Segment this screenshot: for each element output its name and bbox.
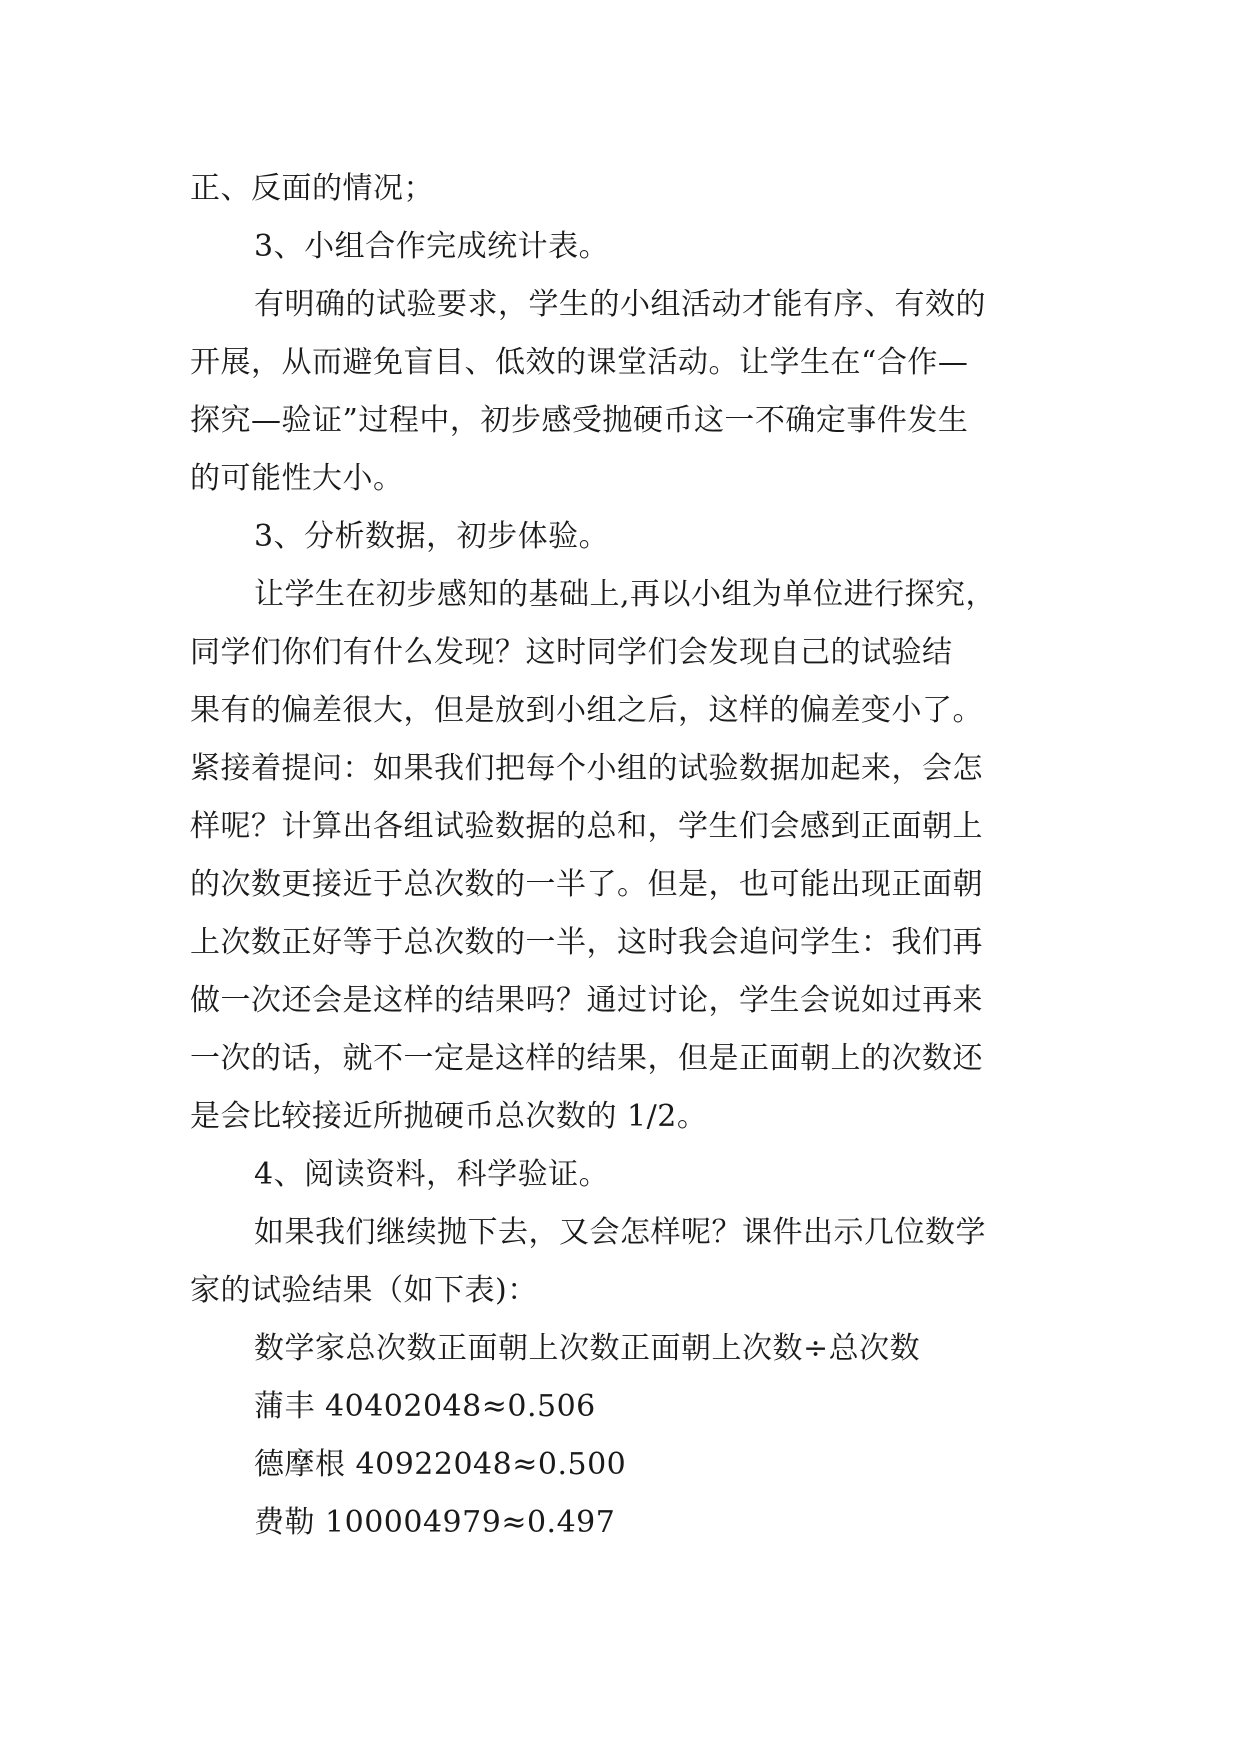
text-line: 德摩根 40922048≈0.500 bbox=[254, 1447, 627, 1482]
text-line: 让学生在初步感知的基础上,再以小组为单位进行探究， bbox=[254, 577, 997, 612]
text-line: 同学们你们有什么发现？这时同学们会发现自己的试验结 bbox=[190, 635, 953, 670]
text-line: 3、小组合作完成统计表。 bbox=[254, 229, 610, 264]
text-line: 开展，从而避免盲目、低效的课堂活动。让学生在“合作— bbox=[190, 345, 969, 380]
text-line: 费勒 100004979≈0.497 bbox=[254, 1505, 616, 1540]
text-line: 一次的话，就不一定是这样的结果，但是正面朝上的次数还 bbox=[190, 1041, 983, 1076]
text-line: 如果我们继续抛下去，又会怎样呢？课件出示几位数学 bbox=[254, 1215, 986, 1250]
text-line: 的可能性大小。 bbox=[190, 461, 404, 496]
text-line: 是会比较接近所抛硬币总次数的 1/2。 bbox=[190, 1099, 708, 1134]
text-line: 紧接着提问：如果我们把每个小组的试验数据加起来，会怎 bbox=[190, 751, 983, 786]
text-line: 探究—验证”过程中，初步感受抛硬币这一不确定事件发生 bbox=[190, 403, 969, 438]
text-line: 的次数更接近于总次数的一半了。但是，也可能出现正面朝 bbox=[190, 867, 983, 902]
text-line: 3、分析数据，初步体验。 bbox=[254, 519, 610, 554]
text-line: 样呢？计算出各组试验数据的总和，学生们会感到正面朝上 bbox=[190, 809, 983, 844]
document-body bbox=[190, 160, 1070, 1552]
text-line: 上次数正好等于总次数的一半，这时我会追问学生：我们再 bbox=[190, 925, 983, 960]
text-line: 数学家总次数正面朝上次数正面朝上次数÷总次数 bbox=[254, 1331, 921, 1366]
text-line: 蒲丰 40402048≈0.506 bbox=[254, 1389, 596, 1424]
text-line: 有明确的试验要求，学生的小组活动才能有序、有效的 bbox=[254, 287, 986, 322]
text-line: 4、阅读资料，科学验证。 bbox=[254, 1157, 610, 1192]
text-line: 正、反面的情况； bbox=[190, 171, 434, 206]
text-line: 做一次还会是这样的结果吗？通过讨论，学生会说如过再来 bbox=[190, 983, 983, 1018]
text-line: 家的试验结果（如下表)： bbox=[190, 1273, 538, 1308]
text-line: 果有的偏差很大，但是放到小组之后，这样的偏差变小了。 bbox=[190, 693, 983, 728]
